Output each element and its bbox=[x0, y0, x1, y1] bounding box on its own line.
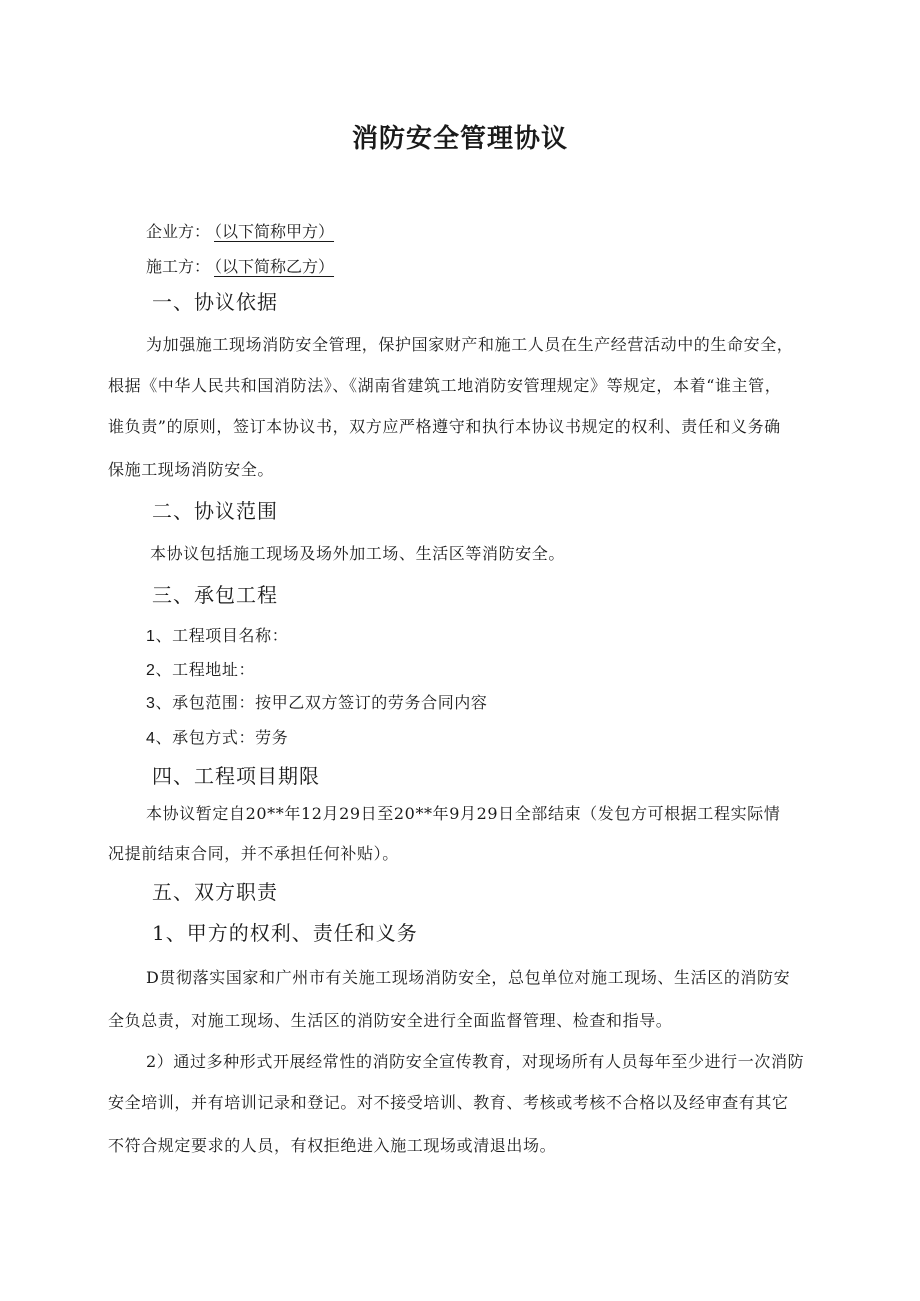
section-4-line: 本协议暂定自20**年12月29日至20**年9月29日全部结束（发包方可根据工程实际情 bbox=[146, 804, 781, 823]
enterprise-party-line bbox=[146, 219, 334, 242]
section-5-heading: 五、双方职责 bbox=[152, 880, 278, 904]
contractor-value: （以下简称乙方） bbox=[214, 257, 335, 276]
section-1-line: 谁负责”的原则，签订本协议书，双方应严格遵守和执行本协议书规定的权利、责任和义务确 bbox=[108, 417, 781, 436]
section-5-subheading: 1、甲方的权利、责任和义务 bbox=[152, 921, 418, 945]
paragraph-line: 全负总责，对施工现场、生活区的消防安全进行全面监督管理、检查和指导。 bbox=[108, 1011, 673, 1030]
list-item: 4、承包方式：劳务 bbox=[146, 728, 289, 747]
paragraph-line: 安全培训，并有培训记录和登记。对不接受培训、教育、考核或考核不合格以及经审查有其它 bbox=[108, 1093, 789, 1112]
list-item: 2、工程地址： bbox=[146, 660, 256, 679]
enterprise-label: 企业方： bbox=[146, 222, 211, 241]
paragraph-line: 2）通过多种形式开展经常性的消防安全宣传教育，对现场所有人员每年至少进行一次消防 bbox=[146, 1052, 805, 1071]
section-4-heading: 四、工程项目期限 bbox=[152, 764, 320, 788]
section-3-heading: 三、承包工程 bbox=[152, 583, 278, 607]
section-1-line: 根据《中华人民共和国消防法》、《湖南省建筑工地消防安管理规定》等规定，本着“谁主管， bbox=[108, 376, 782, 395]
contractor-label: 施工方： bbox=[146, 257, 211, 276]
section-2-line: 本协议包括施工现场及场外加工场、生活区等消防安全。 bbox=[150, 544, 566, 563]
section-2-heading: 二、协议范围 bbox=[152, 499, 278, 523]
list-item: 1、工程项目名称： bbox=[146, 626, 289, 645]
paragraph-line: 不符合规定要求的人员，有权拒绝进入施工现场或清退出场。 bbox=[108, 1136, 557, 1155]
document-title: 消防安全管理协议 bbox=[351, 124, 568, 154]
contractor-party-line bbox=[146, 254, 334, 277]
paragraph-line: D贯彻落实国家和广州市有关施工现场消防安全，总包单位对施工现场、生活区的消防安 bbox=[146, 968, 791, 987]
section-4-line: 况提前结束合同，并不承担任何补贴）。 bbox=[108, 844, 399, 863]
section-1-line: 保施工现场消防安全。 bbox=[108, 460, 275, 479]
list-item: 3、承包范围：按甲乙双方签订的劳务合同内容 bbox=[146, 693, 488, 712]
enterprise-value: （以下简称甲方） bbox=[214, 222, 335, 241]
section-1-line: 为加强施工现场消防安全管理，保护国家财产和施工人员在生产经营活动中的生命安全， bbox=[146, 335, 794, 354]
section-1-heading: 一、协议依据 bbox=[152, 290, 278, 314]
